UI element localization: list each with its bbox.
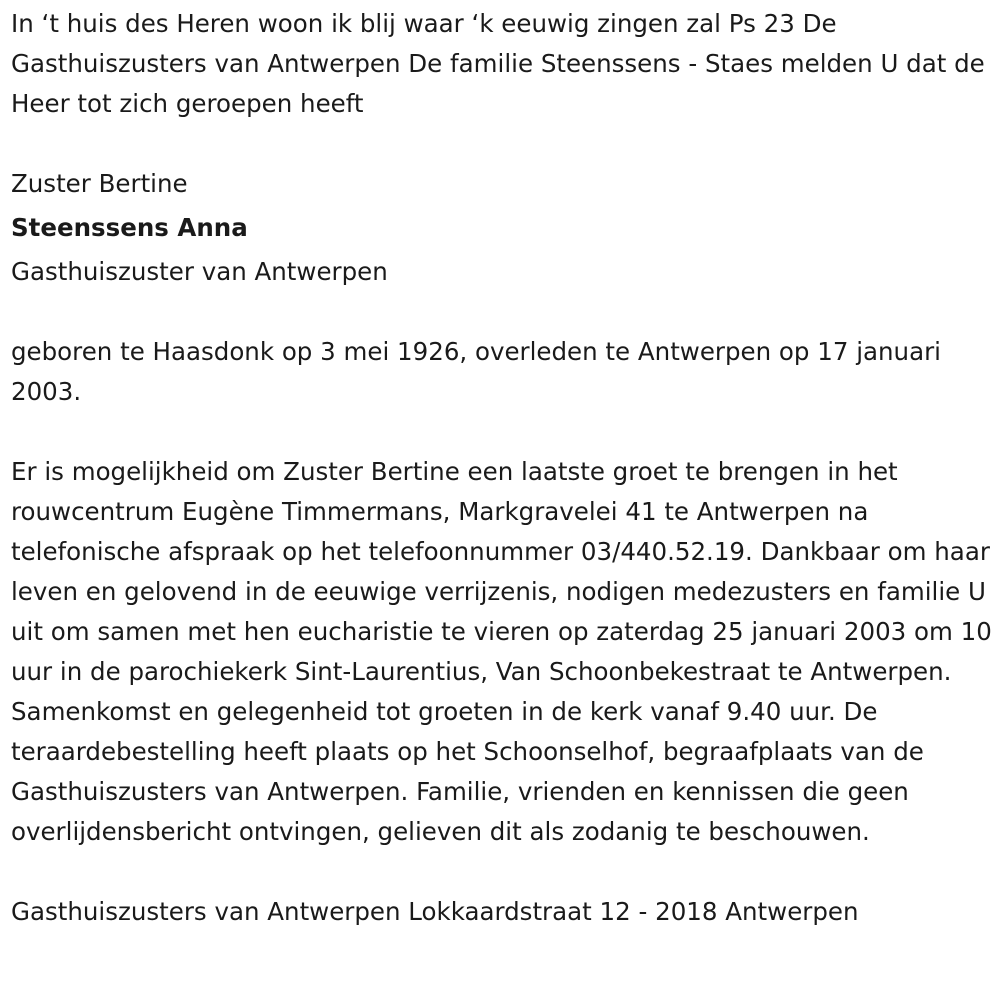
address: Gasthuiszusters van Antwerpen Lokkaardstraat 12 - 2018 Antwerpen	[11, 897, 859, 926]
affiliation: Gasthuiszuster van Antwerpen	[11, 257, 388, 286]
intro-text: In ‘t huis des Heren woon ik blij waar ‘k eeuwig zingen zal Ps 23 De Gasthuiszusters van Antwerpen De familie Steenssens - Staes melden U dat de Heer tot zich geroepen heeft	[11, 9, 985, 118]
birth-death-dates: geboren te Haasdonk op 3 mei 1926, overleden te Antwerpen op 17 januari 2003.	[11, 337, 941, 406]
deceased-name: Steenssens Anna	[11, 213, 248, 242]
religious-name: Zuster Bertine	[11, 169, 188, 198]
obituary-notice	[11, 4, 993, 932]
funeral-details: Er is mogelijkheid om Zuster Bertine een laatste groet te brengen in het rouwcentrum Eugène Timmermans, Markgravelei 41 te Antwerpen na telefonische afspraak op het telefoonnummer 03/440.52.19. Dankbaar om haar leven en gelovend in de eeuwige verrijzenis, nodigen medezusters en familie U uit om samen met hen eucharistie te vieren op zaterdag 25 januari 2003 om 10 uur in de parochiekerk Sint-Laurentius, Van Schoonbekestraat te Antwerpen. Samenkomst en gelegenheid tot groeten in de kerk vanaf 9.40 uur. De teraardebestelling heeft plaats op het Schoonselhof, begraafplaats van de Gasthuiszusters van Antwerpen. Familie, vrienden en kennissen die geen overlijdensbericht ontvingen, gelieven dit als zodanig te beschouwen.	[11, 457, 992, 846]
